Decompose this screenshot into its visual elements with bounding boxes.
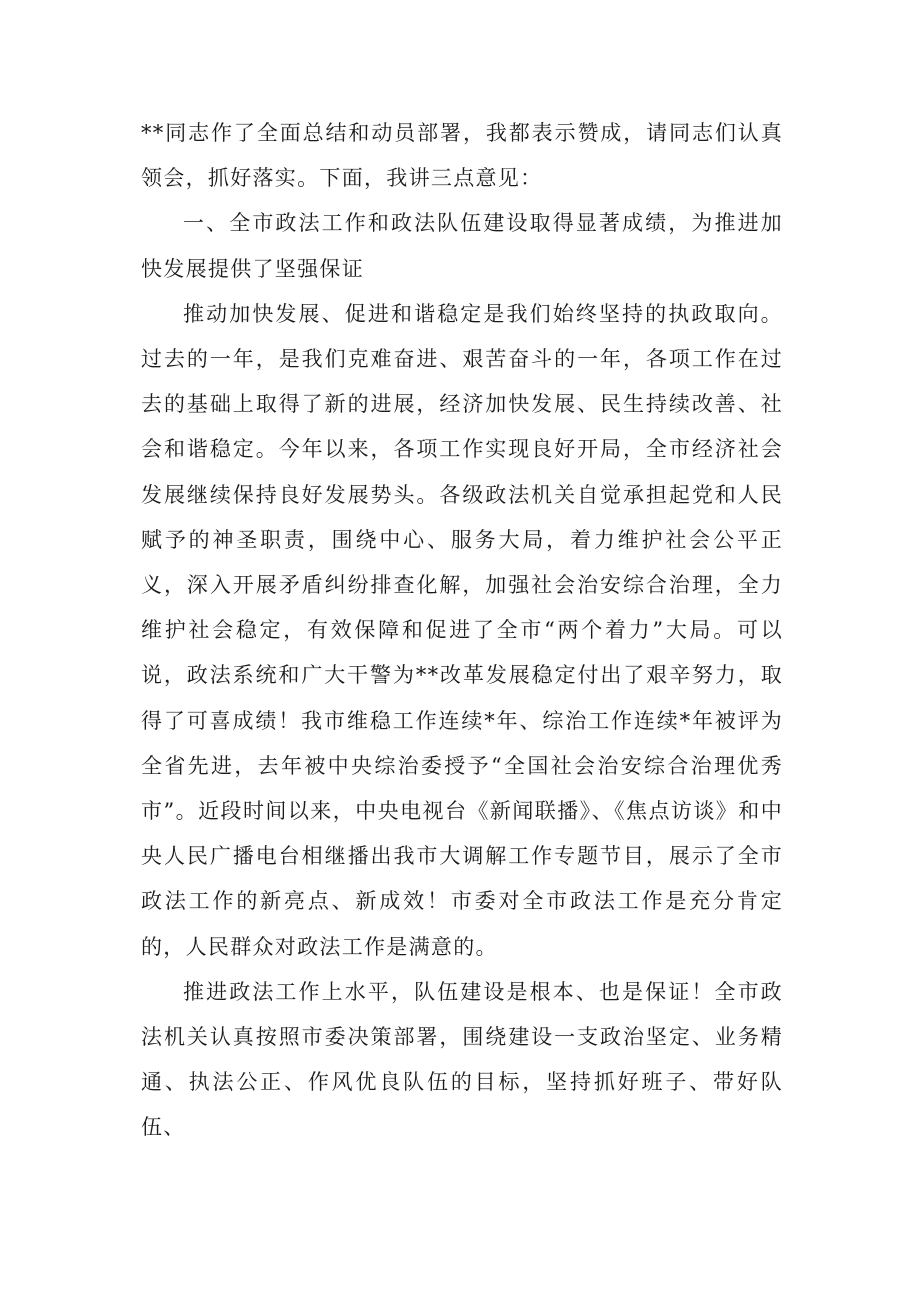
paragraph-team-building: 推进政法工作上水平，队伍建设是根本、也是保证！全市政法机关认真按照市委决策部署，围绕建设一支政治坚定、业务精通、执法公正、作风优良队伍的目标，坚持抓好班子、带好队伍、 <box>141 979 783 1140</box>
paragraph-achievements: 推动加快发展、促进和谐稳定是我们始终坚持的执政取向。过去的一年，是我们克难奋进、艰苦奋斗的一年，各项工作在过去的基础上取得了新的进展，经济加快发展、民生持续改善、社会和谐稳定。今年以来，各项工作实现良好开局，全市经济社会发展继续保持良好发展势头。各级政法机关自觉承担起党和人民赋予的神圣职责，围绕中心、服务大局，着力维护社会公平正义，深入开展矛盾纠纷排查化解，加强社会治安综合治理，全力维护社会稳定，有效保障和促进了全市“两个着力”大局。可以说，政法系统和广大干警为**改革发展稳定付出了艰辛努力，取得了可喜成绩！我市维稳工作连续*年、综治工作连续*年被评为全省先进，去年被中央综治委授予“全国社会治安综合治理优秀市”。近段时间以来，中央电视台《新闻联播》、《焦点访谈》和中央人民广播电台相继播出我市大调解工作专题节目，展示了全市政法工作的新亮点、新成效！市委对全市政法工作是充分肯定的，人民群众对政法工作是满意的。 <box>141 301 783 959</box>
paragraph-intro: **同志作了全面总结和动员部署，我都表示赞成，请同志们认真领会，抓好落实。下面，我讲三点意见： <box>141 121 783 191</box>
document-body <box>141 111 783 1151</box>
section-heading-1: 一、全市政法工作和政法队伍建设取得显著成绩，为推进加快发展提供了坚强保证 <box>141 211 783 281</box>
